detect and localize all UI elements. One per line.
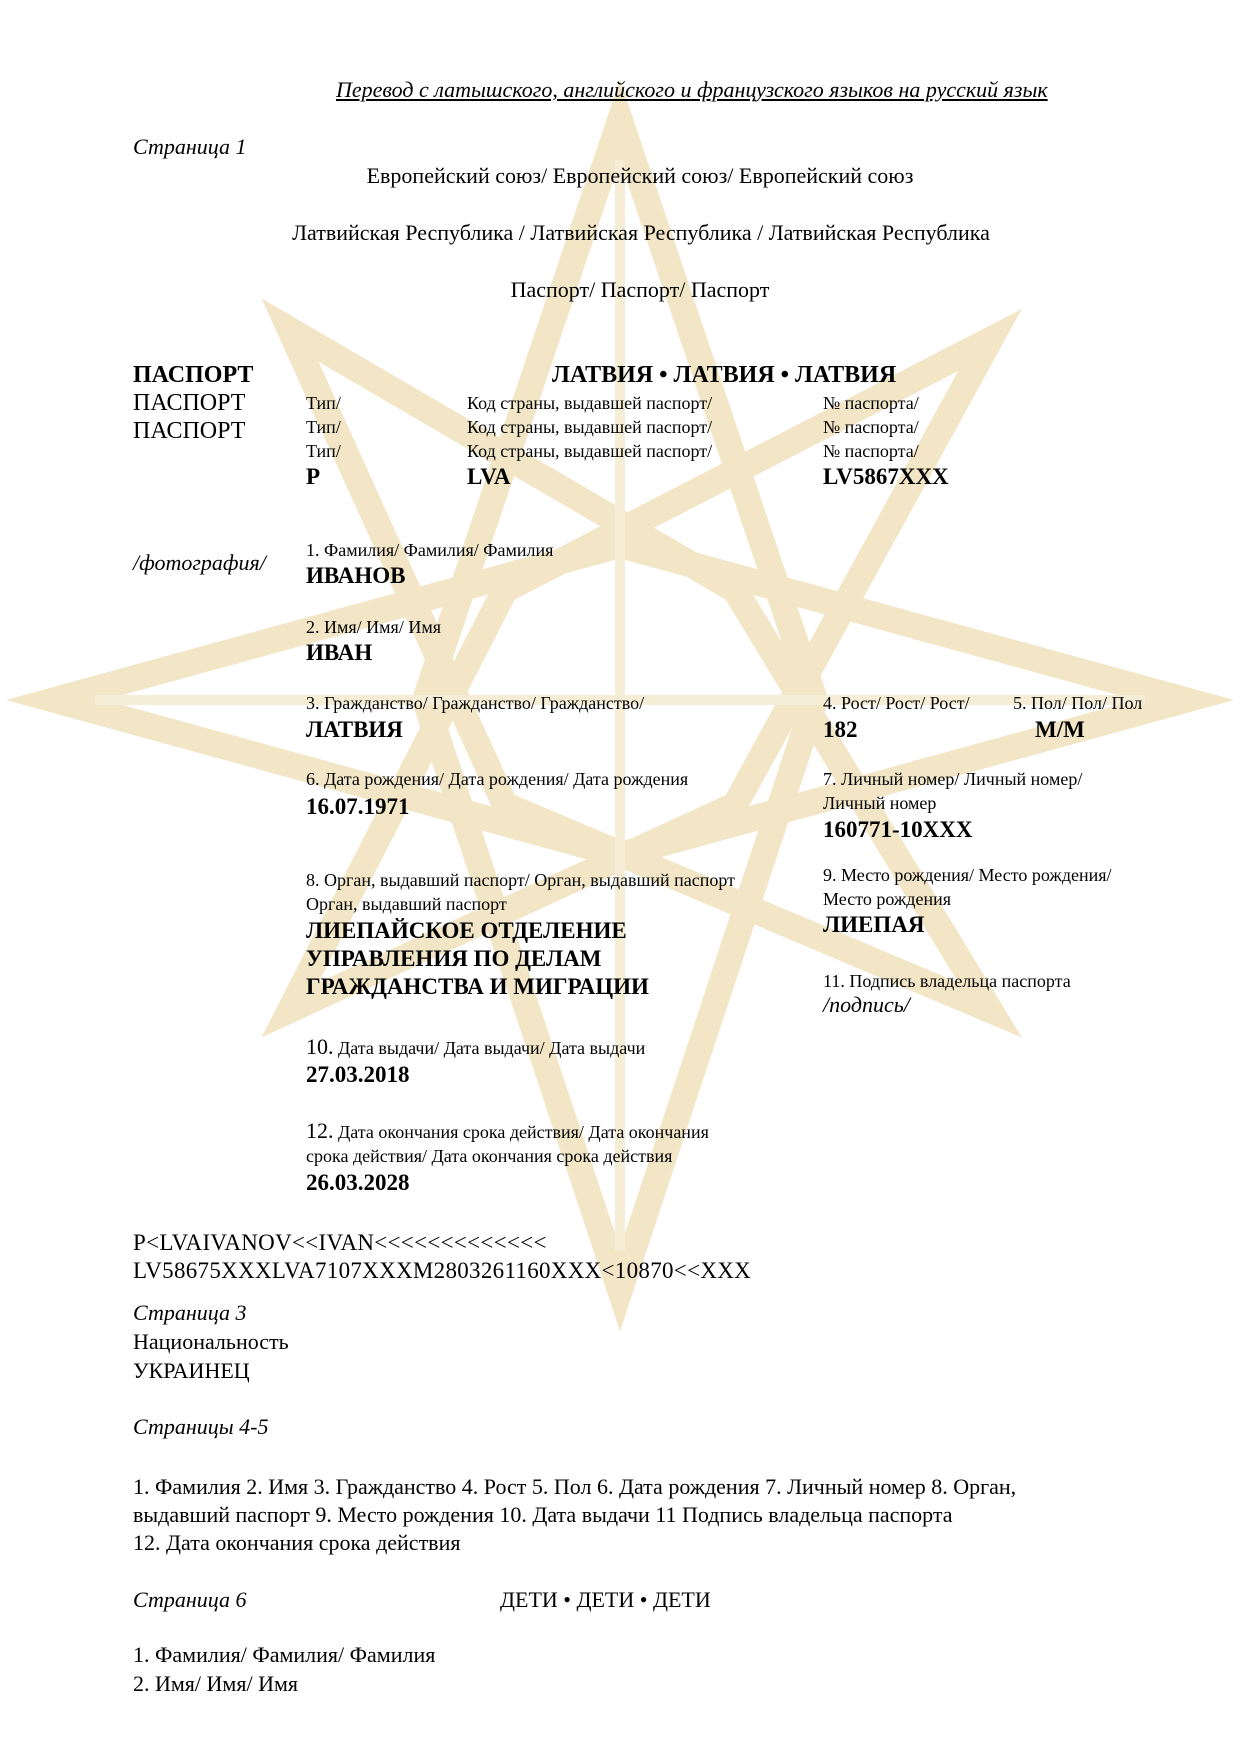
- issue-date-label: [306, 1034, 645, 1060]
- type-label-3: Тип/: [306, 441, 341, 461]
- surname-label: 1. Фамилия/ Фамилия/ Фамилия: [306, 540, 554, 560]
- passport-title-3: ПАСПОРТ: [133, 418, 246, 444]
- height-value: 182: [823, 717, 858, 742]
- type-label-1: Тип/: [306, 393, 341, 413]
- nationality-value: УКРАИНЕЦ: [133, 1358, 250, 1383]
- authority-value-1: ЛИЕПАЙСКОЕ ОТДЕЛЕНИЕ: [306, 918, 627, 943]
- dob-label: 6. Дата рождения/ Дата рождения/ Дата рождения: [306, 769, 689, 789]
- issue-date-text: Дата выдачи/ Дата выдачи/ Дата выдачи: [333, 1038, 646, 1058]
- authority-value-3: ГРАЖДАНСТВА И МИГРАЦИИ: [306, 974, 649, 999]
- passport-number-label-3: № паспорта/: [823, 441, 919, 461]
- passport-number-label-2: № паспорта/: [823, 417, 919, 437]
- signature-label: 11. Подпись владельца паспорта: [823, 971, 1071, 991]
- children-name-label: 2. Имя/ Имя/ Имя: [133, 1671, 299, 1696]
- country-title: ЛАТВИЯ • ЛАТВИЯ • ЛАТВИЯ: [552, 362, 897, 388]
- expiry-date-label-2: срока действия/ Дата окончания срока действия: [306, 1146, 673, 1166]
- sex-label: 5. Пол/ Пол/ Пол: [1013, 693, 1143, 713]
- authority-value-2: УПРАВЛЕНИЯ ПО ДЕЛАМ: [306, 946, 602, 971]
- page45-line-3: 12. Дата окончания срока действия: [133, 1530, 461, 1555]
- name-value: ИВАН: [306, 640, 373, 665]
- page45-label: Страницы 4-5: [133, 1414, 269, 1439]
- country-code-label-1: Код страны, выдавшей паспорт/: [467, 393, 713, 413]
- page1-line-eu: Европейский союз/ Европейский союз/ Европейский союз: [366, 163, 914, 188]
- expiry-date-value: 26.03.2028: [306, 1170, 410, 1195]
- citizenship-value: ЛАТВИЯ: [306, 717, 403, 742]
- authority-label-2: Орган, выдавший паспорт: [306, 894, 507, 914]
- mrz-line-1: P<LVAIVANOV<<IVAN<<<<<<<<<<<<<: [133, 1230, 547, 1255]
- issue-date-value: 27.03.2018: [306, 1062, 410, 1087]
- signature-value: /подпись/: [823, 992, 910, 1017]
- expiry-date-label-1: [306, 1118, 709, 1144]
- photo-placeholder: /фотография/: [133, 550, 266, 575]
- height-label: 4. Рост/ Рост/ Рост/: [823, 693, 970, 713]
- page1-line-passport: Паспорт/ Паспорт/ Паспорт: [510, 277, 770, 302]
- children-surname-label: 1. Фамилия/ Фамилия/ Фамилия: [133, 1642, 436, 1667]
- birthplace-value: ЛИЕПАЯ: [823, 912, 925, 937]
- passport-number-label-1: № паспорта/: [823, 393, 919, 413]
- translation-header: Перевод с латышского, английского и французского языков на русский язык: [336, 77, 1048, 102]
- birthplace-label-1: 9. Место рождения/ Место рождения/: [823, 865, 1112, 885]
- personal-number-label-1: 7. Личный номер/ Личный номер/: [823, 769, 1083, 789]
- page3-label: Страница 3: [133, 1300, 247, 1325]
- page45-line-1: 1. Фамилия 2. Имя 3. Гражданство 4. Рост 5. Пол 6. Дата рождения 7. Личный номер 8. Орган,: [133, 1474, 1017, 1499]
- page45-line-2: выдавший паспорт 9. Место рождения 10. Дата выдачи 11 Подпись владельца паспорта: [133, 1502, 953, 1527]
- personal-number-value: 160771-10XXX: [823, 817, 973, 842]
- passport-title: ПАСПОРТ: [133, 362, 254, 388]
- page1-label: Страница 1: [133, 134, 247, 159]
- sex-value: M/M: [1035, 717, 1085, 742]
- dob-value: 16.07.1971: [306, 794, 410, 819]
- children-title: ДЕТИ • ДЕТИ • ДЕТИ: [500, 1587, 711, 1612]
- page6-label: Страница 6: [133, 1587, 247, 1612]
- issue-date-number: 10.: [306, 1034, 334, 1059]
- name-label: 2. Имя/ Имя/ Имя: [306, 617, 442, 637]
- expiry-date-text: Дата окончания срока действия/ Дата окончания: [333, 1122, 709, 1142]
- authority-label-1: 8. Орган, выдавший паспорт/ Орган, выдавший паспорт: [306, 870, 735, 890]
- personal-number-label-2: Личный номер: [823, 793, 937, 813]
- country-code-value: LVA: [467, 464, 511, 489]
- birthplace-label-2: Место рождения: [823, 889, 952, 909]
- nationality-label: Национальность: [133, 1329, 289, 1354]
- page1-line-republic: Латвийская Республика / Латвийская Республика / Латвийская Республика: [292, 220, 990, 245]
- country-code-label-3: Код страны, выдавшей паспорт/: [467, 441, 713, 461]
- mrz-line-2: LV58675XXXLVA7107XXXM2803261160XXX<10870<<XXX: [133, 1258, 752, 1283]
- type-label-2: Тип/: [306, 417, 341, 437]
- surname-value: ИВАНОВ: [306, 563, 406, 588]
- country-code-label-2: Код страны, выдавшей паспорт/: [467, 417, 713, 437]
- passport-title-2: ПАСПОРТ: [133, 390, 246, 416]
- citizenship-label: 3. Гражданство/ Гражданство/ Гражданство/: [306, 693, 645, 713]
- expiry-date-number: 12.: [306, 1118, 334, 1143]
- type-value: P: [306, 464, 321, 489]
- passport-number-value: LV5867XXX: [823, 464, 949, 489]
